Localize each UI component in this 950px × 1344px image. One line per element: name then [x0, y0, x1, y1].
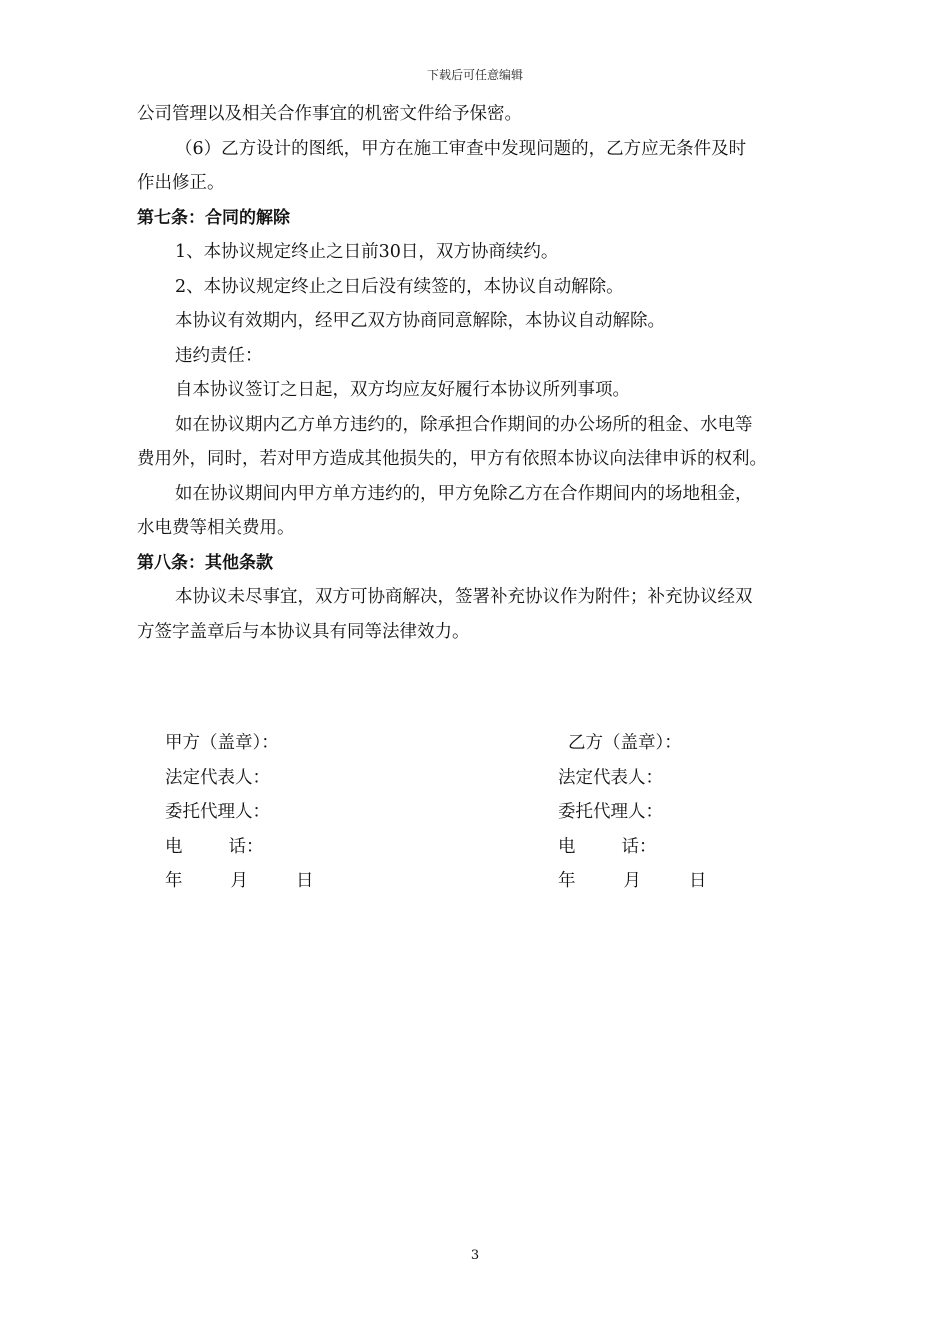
- paragraph-line: 自本协议签订之日起，双方均应友好履行本协议所列事项。: [175, 380, 630, 400]
- paragraph-line: 水电费等相关费用。: [137, 518, 295, 538]
- paragraph-line: 2、本协议规定终止之日后没有续签的，本协议自动解除。: [175, 276, 624, 297]
- paragraph-line: （6）乙方设计的图纸，甲方在施工审查中发现问题的，乙方应无条件及时: [175, 138, 747, 159]
- page-number: 3: [470, 1248, 480, 1263]
- page-header: 下载后可任意编辑: [426, 68, 523, 82]
- party-a-legal-rep-label: 法定代表人：: [165, 767, 270, 788]
- party-a-seal-label: 甲方（盖章）：: [165, 733, 279, 753]
- phone-label-part-2: 话：: [621, 836, 657, 857]
- party-a-phone-label: [165, 830, 465, 865]
- year-label: 年: [165, 871, 183, 891]
- signature-block-party-b: [558, 726, 858, 899]
- party-b-agent-label: 委托代理人：: [558, 802, 663, 822]
- party-b-date-line: [558, 864, 858, 899]
- month-label: 月: [623, 871, 641, 891]
- paragraph-line: 如在协议期间内甲方单方违约的，甲方免除乙方在合作期间内的场地租金，: [175, 483, 753, 504]
- phone-label-part-2: 话：: [228, 836, 264, 857]
- paragraph-line: 本协议有效期内，经甲乙双方协商同意解除，本协议自动解除。: [175, 311, 665, 331]
- paragraph-line: 费用外，同时，若对甲方造成其他损失的，甲方有依照本协议向法律申诉的权利。: [137, 449, 767, 469]
- party-a-date-line: [165, 864, 465, 899]
- signature-block-party-a: [165, 726, 465, 899]
- section-heading-article-8: 第八条：其他条款: [137, 552, 273, 573]
- year-label: 年: [558, 871, 576, 891]
- day-label: 日: [296, 871, 314, 891]
- paragraph-line: 本协议未尽事宜，双方可协商解决，签署补充协议作为附件；补充协议经双: [175, 587, 753, 607]
- paragraph-line: 方签字盖章后与本协议具有同等法律效力。: [137, 621, 470, 642]
- party-a-agent-label: 委托代理人：: [165, 802, 270, 822]
- section-heading-article-7: 第七条：合同的解除: [137, 207, 290, 228]
- phone-label-part-1: 电: [165, 836, 183, 857]
- paragraph-line: 1、本协议规定终止之日前30日，双方协商续约。: [175, 242, 559, 262]
- paragraph-line: 作出修正。: [137, 173, 225, 193]
- paragraph-line: 公司管理以及相关合作事宜的机密文件给予保密。: [137, 104, 522, 124]
- party-b-seal-label: 乙方（盖章）：: [568, 733, 682, 753]
- phone-label-part-1: 电: [558, 836, 576, 857]
- document-body: [137, 97, 817, 649]
- paragraph-line: 违约责任：: [175, 345, 263, 366]
- day-label: 日: [689, 871, 707, 891]
- party-b-phone-label: [558, 830, 858, 865]
- month-label: 月: [230, 871, 248, 891]
- paragraph-line: 如在协议期内乙方单方违约的，除承担合作期间的办公场所的租金、水电等: [175, 414, 753, 435]
- party-b-legal-rep-label: 法定代表人：: [558, 767, 663, 788]
